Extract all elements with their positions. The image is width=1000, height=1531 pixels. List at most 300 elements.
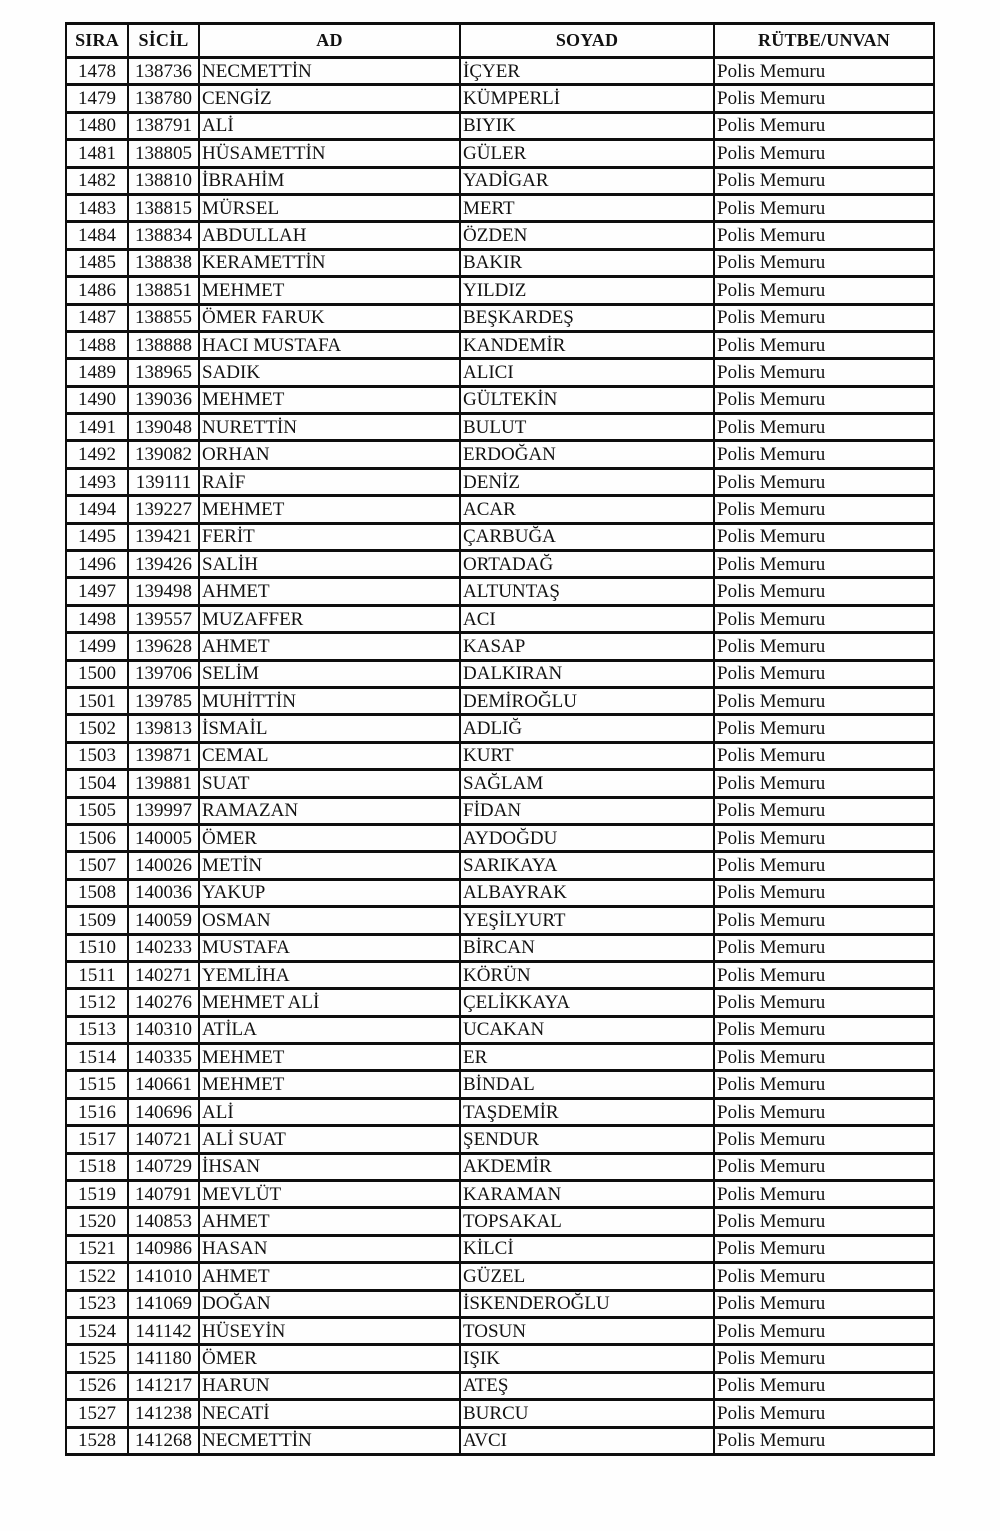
cell-sira: 1490 <box>66 386 128 413</box>
table-body <box>66 58 934 1455</box>
table-row <box>66 879 934 906</box>
cell-sicil: 140696 <box>128 1098 199 1125</box>
cell-soyad: YEŞİLYURT <box>460 907 714 934</box>
table-row <box>66 1208 934 1235</box>
table-row <box>66 989 934 1016</box>
cell-sira: 1500 <box>66 660 128 687</box>
cell-soyad: ACI <box>460 605 714 632</box>
table-row <box>66 1071 934 1098</box>
table-row <box>66 58 934 85</box>
cell-sicil: 139426 <box>128 551 199 578</box>
cell-rutbe-unvan: Polis Memuru <box>714 1290 934 1317</box>
cell-soyad: DEMİROĞLU <box>460 687 714 714</box>
cell-sicil: 138888 <box>128 331 199 358</box>
table-row <box>66 797 934 824</box>
cell-rutbe-unvan: Polis Memuru <box>714 1317 934 1344</box>
cell-rutbe-unvan: Polis Memuru <box>714 58 934 85</box>
cell-soyad: ALICI <box>460 359 714 386</box>
cell-rutbe-unvan: Polis Memuru <box>714 1016 934 1043</box>
cell-sicil: 138855 <box>128 304 199 331</box>
table-row <box>66 605 934 632</box>
cell-ad: HÜSAMETTİN <box>199 140 460 167</box>
cell-sicil: 139048 <box>128 414 199 441</box>
table-row <box>66 523 934 550</box>
table-row <box>66 551 934 578</box>
cell-soyad: KASAP <box>460 633 714 660</box>
cell-sicil: 139557 <box>128 605 199 632</box>
cell-sira: 1516 <box>66 1098 128 1125</box>
cell-sira: 1495 <box>66 523 128 550</box>
cell-soyad: KİLCİ <box>460 1235 714 1262</box>
table-row <box>66 742 934 769</box>
cell-sira: 1496 <box>66 551 128 578</box>
cell-sira: 1494 <box>66 496 128 523</box>
cell-sicil: 140986 <box>128 1235 199 1262</box>
cell-ad: ALİ <box>199 1098 460 1125</box>
cell-ad: RAMAZAN <box>199 797 460 824</box>
table-row <box>66 85 934 112</box>
cell-sira: 1514 <box>66 1044 128 1071</box>
cell-sicil: 140233 <box>128 934 199 961</box>
table-row <box>66 1427 934 1454</box>
cell-ad: YEMLİHA <box>199 961 460 988</box>
cell-rutbe-unvan: Polis Memuru <box>714 770 934 797</box>
cell-sicil: 139082 <box>128 441 199 468</box>
cell-soyad: ALTUNTAŞ <box>460 578 714 605</box>
cell-ad: SADIK <box>199 359 460 386</box>
cell-rutbe-unvan: Polis Memuru <box>714 934 934 961</box>
cell-rutbe-unvan: Polis Memuru <box>714 1208 934 1235</box>
cell-rutbe-unvan: Polis Memuru <box>714 715 934 742</box>
table-row <box>66 1235 934 1262</box>
cell-sira: 1511 <box>66 961 128 988</box>
table-row <box>66 359 934 386</box>
cell-rutbe-unvan: Polis Memuru <box>714 1126 934 1153</box>
cell-ad: MEHMET <box>199 496 460 523</box>
personnel-table <box>65 22 935 1456</box>
cell-ad: İBRAHİM <box>199 167 460 194</box>
cell-soyad: SAĞLAM <box>460 770 714 797</box>
cell-soyad: KARAMAN <box>460 1181 714 1208</box>
cell-soyad: İÇYER <box>460 58 714 85</box>
table-row <box>66 824 934 851</box>
cell-rutbe-unvan: Polis Memuru <box>714 1235 934 1262</box>
cell-sicil: 140276 <box>128 989 199 1016</box>
cell-sicil: 141238 <box>128 1400 199 1427</box>
cell-sicil: 138851 <box>128 277 199 304</box>
cell-sira: 1509 <box>66 907 128 934</box>
table-row <box>66 441 934 468</box>
table-row <box>66 167 934 194</box>
cell-soyad: ÖZDEN <box>460 222 714 249</box>
cell-rutbe-unvan: Polis Memuru <box>714 359 934 386</box>
cell-soyad: GÜLER <box>460 140 714 167</box>
cell-ad: ÖMER <box>199 824 460 851</box>
cell-soyad: IŞIK <box>460 1345 714 1372</box>
cell-ad: İSMAİL <box>199 715 460 742</box>
cell-sira: 1502 <box>66 715 128 742</box>
cell-rutbe-unvan: Polis Memuru <box>714 331 934 358</box>
cell-ad: MUSTAFA <box>199 934 460 961</box>
cell-rutbe-unvan: Polis Memuru <box>714 414 934 441</box>
cell-soyad: ORTADAĞ <box>460 551 714 578</box>
table-header <box>66 24 934 58</box>
cell-sicil: 138965 <box>128 359 199 386</box>
cell-rutbe-unvan: Polis Memuru <box>714 551 934 578</box>
cell-soyad: DENİZ <box>460 468 714 495</box>
cell-rutbe-unvan: Polis Memuru <box>714 961 934 988</box>
cell-rutbe-unvan: Polis Memuru <box>714 194 934 221</box>
table-row <box>66 1290 934 1317</box>
cell-ad: MEHMET ALİ <box>199 989 460 1016</box>
cell-ad: DOĞAN <box>199 1290 460 1317</box>
cell-soyad: UCAKAN <box>460 1016 714 1043</box>
cell-ad: MEHMET <box>199 1071 460 1098</box>
cell-sira: 1493 <box>66 468 128 495</box>
cell-soyad: ER <box>460 1044 714 1071</box>
table-row <box>66 660 934 687</box>
table-row <box>66 112 934 139</box>
table-row <box>66 934 934 961</box>
table-row <box>66 1345 934 1372</box>
cell-ad: ABDULLAH <box>199 222 460 249</box>
cell-soyad: ACAR <box>460 496 714 523</box>
cell-sicil: 138736 <box>128 58 199 85</box>
cell-sicil: 139111 <box>128 468 199 495</box>
cell-sicil: 140661 <box>128 1071 199 1098</box>
cell-ad: SELİM <box>199 660 460 687</box>
cell-rutbe-unvan: Polis Memuru <box>714 167 934 194</box>
cell-sira: 1513 <box>66 1016 128 1043</box>
cell-sira: 1499 <box>66 633 128 660</box>
cell-ad: RAİF <box>199 468 460 495</box>
cell-soyad: GÜZEL <box>460 1263 714 1290</box>
cell-sicil: 141069 <box>128 1290 199 1317</box>
cell-rutbe-unvan: Polis Memuru <box>714 852 934 879</box>
cell-sira: 1480 <box>66 112 128 139</box>
cell-rutbe-unvan: Polis Memuru <box>714 468 934 495</box>
column-header-rutbe-unvan: RÜTBE/UNVAN <box>714 24 934 58</box>
table-row <box>66 1400 934 1427</box>
cell-sira: 1523 <box>66 1290 128 1317</box>
table-row <box>66 1126 934 1153</box>
cell-rutbe-unvan: Polis Memuru <box>714 112 934 139</box>
table-row <box>66 249 934 276</box>
cell-sira: 1525 <box>66 1345 128 1372</box>
table-row <box>66 1317 934 1344</box>
cell-rutbe-unvan: Polis Memuru <box>714 140 934 167</box>
cell-soyad: BİNDAL <box>460 1071 714 1098</box>
table-row <box>66 715 934 742</box>
column-header-sira: SIRA <box>66 24 128 58</box>
cell-sira: 1517 <box>66 1126 128 1153</box>
cell-sicil: 141180 <box>128 1345 199 1372</box>
cell-soyad: BEŞKARDEŞ <box>460 304 714 331</box>
table-row <box>66 277 934 304</box>
cell-sira: 1488 <box>66 331 128 358</box>
cell-soyad: GÜLTEKİN <box>460 386 714 413</box>
cell-sira: 1518 <box>66 1153 128 1180</box>
cell-soyad: BİRCAN <box>460 934 714 961</box>
cell-sicil: 139881 <box>128 770 199 797</box>
cell-sicil: 140036 <box>128 879 199 906</box>
cell-sicil: 139706 <box>128 660 199 687</box>
cell-sicil: 141142 <box>128 1317 199 1344</box>
cell-sicil: 138834 <box>128 222 199 249</box>
cell-sira: 1522 <box>66 1263 128 1290</box>
cell-sicil: 139498 <box>128 578 199 605</box>
cell-soyad: ÇELİKKAYA <box>460 989 714 1016</box>
cell-sira: 1489 <box>66 359 128 386</box>
cell-rutbe-unvan: Polis Memuru <box>714 907 934 934</box>
cell-soyad: YADİGAR <box>460 167 714 194</box>
cell-rutbe-unvan: Polis Memuru <box>714 1181 934 1208</box>
cell-rutbe-unvan: Polis Memuru <box>714 1345 934 1372</box>
cell-sicil: 140005 <box>128 824 199 851</box>
cell-ad: NECMETTİN <box>199 58 460 85</box>
table-row <box>66 304 934 331</box>
cell-ad: MEHMET <box>199 1044 460 1071</box>
cell-ad: MEHMET <box>199 277 460 304</box>
column-header-sicil: SİCİL <box>128 24 199 58</box>
cell-sicil: 140335 <box>128 1044 199 1071</box>
cell-ad: AHMET <box>199 1208 460 1235</box>
cell-ad: OSMAN <box>199 907 460 934</box>
cell-ad: ATİLA <box>199 1016 460 1043</box>
cell-sira: 1501 <box>66 687 128 714</box>
cell-sira: 1481 <box>66 140 128 167</box>
cell-sira: 1503 <box>66 742 128 769</box>
cell-soyad: BAKIR <box>460 249 714 276</box>
cell-rutbe-unvan: Polis Memuru <box>714 605 934 632</box>
cell-sira: 1486 <box>66 277 128 304</box>
cell-sicil: 139421 <box>128 523 199 550</box>
cell-rutbe-unvan: Polis Memuru <box>714 824 934 851</box>
cell-ad: AHMET <box>199 1263 460 1290</box>
cell-soyad: TOSUN <box>460 1317 714 1344</box>
table-row <box>66 907 934 934</box>
cell-soyad: ERDOĞAN <box>460 441 714 468</box>
cell-ad: ALİ SUAT <box>199 1126 460 1153</box>
table-row <box>66 1263 934 1290</box>
table-row <box>66 222 934 249</box>
cell-rutbe-unvan: Polis Memuru <box>714 523 934 550</box>
column-header-ad: AD <box>199 24 460 58</box>
cell-sira: 1479 <box>66 85 128 112</box>
cell-ad: FERİT <box>199 523 460 550</box>
cell-sira: 1507 <box>66 852 128 879</box>
table-row <box>66 331 934 358</box>
cell-sira: 1526 <box>66 1372 128 1399</box>
cell-sira: 1498 <box>66 605 128 632</box>
table-row <box>66 633 934 660</box>
cell-sira: 1508 <box>66 879 128 906</box>
cell-soyad: ATEŞ <box>460 1372 714 1399</box>
cell-rutbe-unvan: Polis Memuru <box>714 989 934 1016</box>
cell-rutbe-unvan: Polis Memuru <box>714 687 934 714</box>
cell-soyad: BURCU <box>460 1400 714 1427</box>
cell-sicil: 138805 <box>128 140 199 167</box>
cell-soyad: FİDAN <box>460 797 714 824</box>
table-row <box>66 852 934 879</box>
cell-soyad: İSKENDEROĞLU <box>460 1290 714 1317</box>
cell-sira: 1505 <box>66 797 128 824</box>
cell-sicil: 139628 <box>128 633 199 660</box>
cell-sira: 1487 <box>66 304 128 331</box>
cell-sicil: 139997 <box>128 797 199 824</box>
cell-sira: 1484 <box>66 222 128 249</box>
cell-sicil: 140721 <box>128 1126 199 1153</box>
cell-soyad: DALKIRAN <box>460 660 714 687</box>
cell-sira: 1515 <box>66 1071 128 1098</box>
cell-ad: KERAMETTİN <box>199 249 460 276</box>
table-row <box>66 578 934 605</box>
cell-soyad: YILDIZ <box>460 277 714 304</box>
cell-ad: MÜRSEL <box>199 194 460 221</box>
header-row <box>66 24 934 58</box>
cell-ad: ORHAN <box>199 441 460 468</box>
cell-rutbe-unvan: Polis Memuru <box>714 660 934 687</box>
cell-ad: ÖMER FARUK <box>199 304 460 331</box>
cell-sicil: 140791 <box>128 1181 199 1208</box>
column-header-soyad: SOYAD <box>460 24 714 58</box>
cell-sicil: 139227 <box>128 496 199 523</box>
table-row <box>66 468 934 495</box>
cell-rutbe-unvan: Polis Memuru <box>714 304 934 331</box>
cell-ad: MEVLÜT <box>199 1181 460 1208</box>
cell-rutbe-unvan: Polis Memuru <box>714 441 934 468</box>
cell-rutbe-unvan: Polis Memuru <box>714 1044 934 1071</box>
cell-rutbe-unvan: Polis Memuru <box>714 386 934 413</box>
cell-rutbe-unvan: Polis Memuru <box>714 1372 934 1399</box>
cell-sira: 1528 <box>66 1427 128 1454</box>
cell-sicil: 139785 <box>128 687 199 714</box>
cell-soyad: KÖRÜN <box>460 961 714 988</box>
cell-sicil: 141217 <box>128 1372 199 1399</box>
cell-rutbe-unvan: Polis Memuru <box>714 797 934 824</box>
table-row <box>66 687 934 714</box>
cell-soyad: TOPSAKAL <box>460 1208 714 1235</box>
cell-sicil: 140059 <box>128 907 199 934</box>
cell-ad: YAKUP <box>199 879 460 906</box>
cell-ad: MUHİTTİN <box>199 687 460 714</box>
cell-sicil: 140310 <box>128 1016 199 1043</box>
cell-soyad: AKDEMİR <box>460 1153 714 1180</box>
cell-soyad: TAŞDEMİR <box>460 1098 714 1125</box>
cell-rutbe-unvan: Polis Memuru <box>714 1153 934 1180</box>
table-row <box>66 1153 934 1180</box>
cell-ad: HÜSEYİN <box>199 1317 460 1344</box>
table-row <box>66 1016 934 1043</box>
cell-sira: 1524 <box>66 1317 128 1344</box>
cell-ad: METİN <box>199 852 460 879</box>
cell-sicil: 139036 <box>128 386 199 413</box>
cell-sicil: 138838 <box>128 249 199 276</box>
cell-soyad: KURT <box>460 742 714 769</box>
cell-soyad: ŞENDUR <box>460 1126 714 1153</box>
cell-rutbe-unvan: Polis Memuru <box>714 1071 934 1098</box>
table-row <box>66 1098 934 1125</box>
cell-sicil: 141010 <box>128 1263 199 1290</box>
cell-sicil: 138780 <box>128 85 199 112</box>
table-row <box>66 1372 934 1399</box>
cell-ad: MEHMET <box>199 386 460 413</box>
cell-sira: 1512 <box>66 989 128 1016</box>
cell-rutbe-unvan: Polis Memuru <box>714 496 934 523</box>
table-row <box>66 496 934 523</box>
cell-sira: 1483 <box>66 194 128 221</box>
cell-sicil: 139871 <box>128 742 199 769</box>
cell-rutbe-unvan: Polis Memuru <box>714 742 934 769</box>
cell-sicil: 140271 <box>128 961 199 988</box>
cell-rutbe-unvan: Polis Memuru <box>714 249 934 276</box>
cell-ad: NECATİ <box>199 1400 460 1427</box>
cell-soyad: ÇARBUĞA <box>460 523 714 550</box>
cell-rutbe-unvan: Polis Memuru <box>714 222 934 249</box>
cell-sira: 1521 <box>66 1235 128 1262</box>
cell-rutbe-unvan: Polis Memuru <box>714 1098 934 1125</box>
cell-ad: İHSAN <box>199 1153 460 1180</box>
cell-ad: AHMET <box>199 578 460 605</box>
cell-soyad: SARIKAYA <box>460 852 714 879</box>
cell-ad: MUZAFFER <box>199 605 460 632</box>
cell-sicil: 141268 <box>128 1427 199 1454</box>
cell-sira: 1504 <box>66 770 128 797</box>
cell-ad: HARUN <box>199 1372 460 1399</box>
cell-rutbe-unvan: Polis Memuru <box>714 277 934 304</box>
cell-ad: AHMET <box>199 633 460 660</box>
cell-sira: 1520 <box>66 1208 128 1235</box>
cell-rutbe-unvan: Polis Memuru <box>714 85 934 112</box>
cell-ad: ÖMER <box>199 1345 460 1372</box>
cell-sicil: 140853 <box>128 1208 199 1235</box>
cell-sira: 1506 <box>66 824 128 851</box>
table-row <box>66 1181 934 1208</box>
cell-ad: HASAN <box>199 1235 460 1262</box>
cell-ad: NECMETTİN <box>199 1427 460 1454</box>
cell-rutbe-unvan: Polis Memuru <box>714 578 934 605</box>
cell-rutbe-unvan: Polis Memuru <box>714 1427 934 1454</box>
table-row <box>66 1044 934 1071</box>
cell-soyad: KANDEMİR <box>460 331 714 358</box>
cell-sira: 1482 <box>66 167 128 194</box>
cell-ad: CENGİZ <box>199 85 460 112</box>
cell-sira: 1497 <box>66 578 128 605</box>
cell-sira: 1492 <box>66 441 128 468</box>
cell-ad: ALİ <box>199 112 460 139</box>
cell-ad: NURETTİN <box>199 414 460 441</box>
cell-sira: 1485 <box>66 249 128 276</box>
cell-soyad: BULUT <box>460 414 714 441</box>
cell-rutbe-unvan: Polis Memuru <box>714 879 934 906</box>
cell-soyad: ADLIĞ <box>460 715 714 742</box>
table-row <box>66 414 934 441</box>
cell-soyad: AVCI <box>460 1427 714 1454</box>
cell-sicil: 138791 <box>128 112 199 139</box>
table-row <box>66 140 934 167</box>
cell-ad: HACI MUSTAFA <box>199 331 460 358</box>
cell-ad: SUAT <box>199 770 460 797</box>
cell-soyad: ALBAYRAK <box>460 879 714 906</box>
cell-sira: 1519 <box>66 1181 128 1208</box>
cell-soyad: AYDOĞDU <box>460 824 714 851</box>
cell-sira: 1527 <box>66 1400 128 1427</box>
cell-sira: 1491 <box>66 414 128 441</box>
cell-sira: 1510 <box>66 934 128 961</box>
cell-sira: 1478 <box>66 58 128 85</box>
table-row <box>66 770 934 797</box>
cell-rutbe-unvan: Polis Memuru <box>714 633 934 660</box>
